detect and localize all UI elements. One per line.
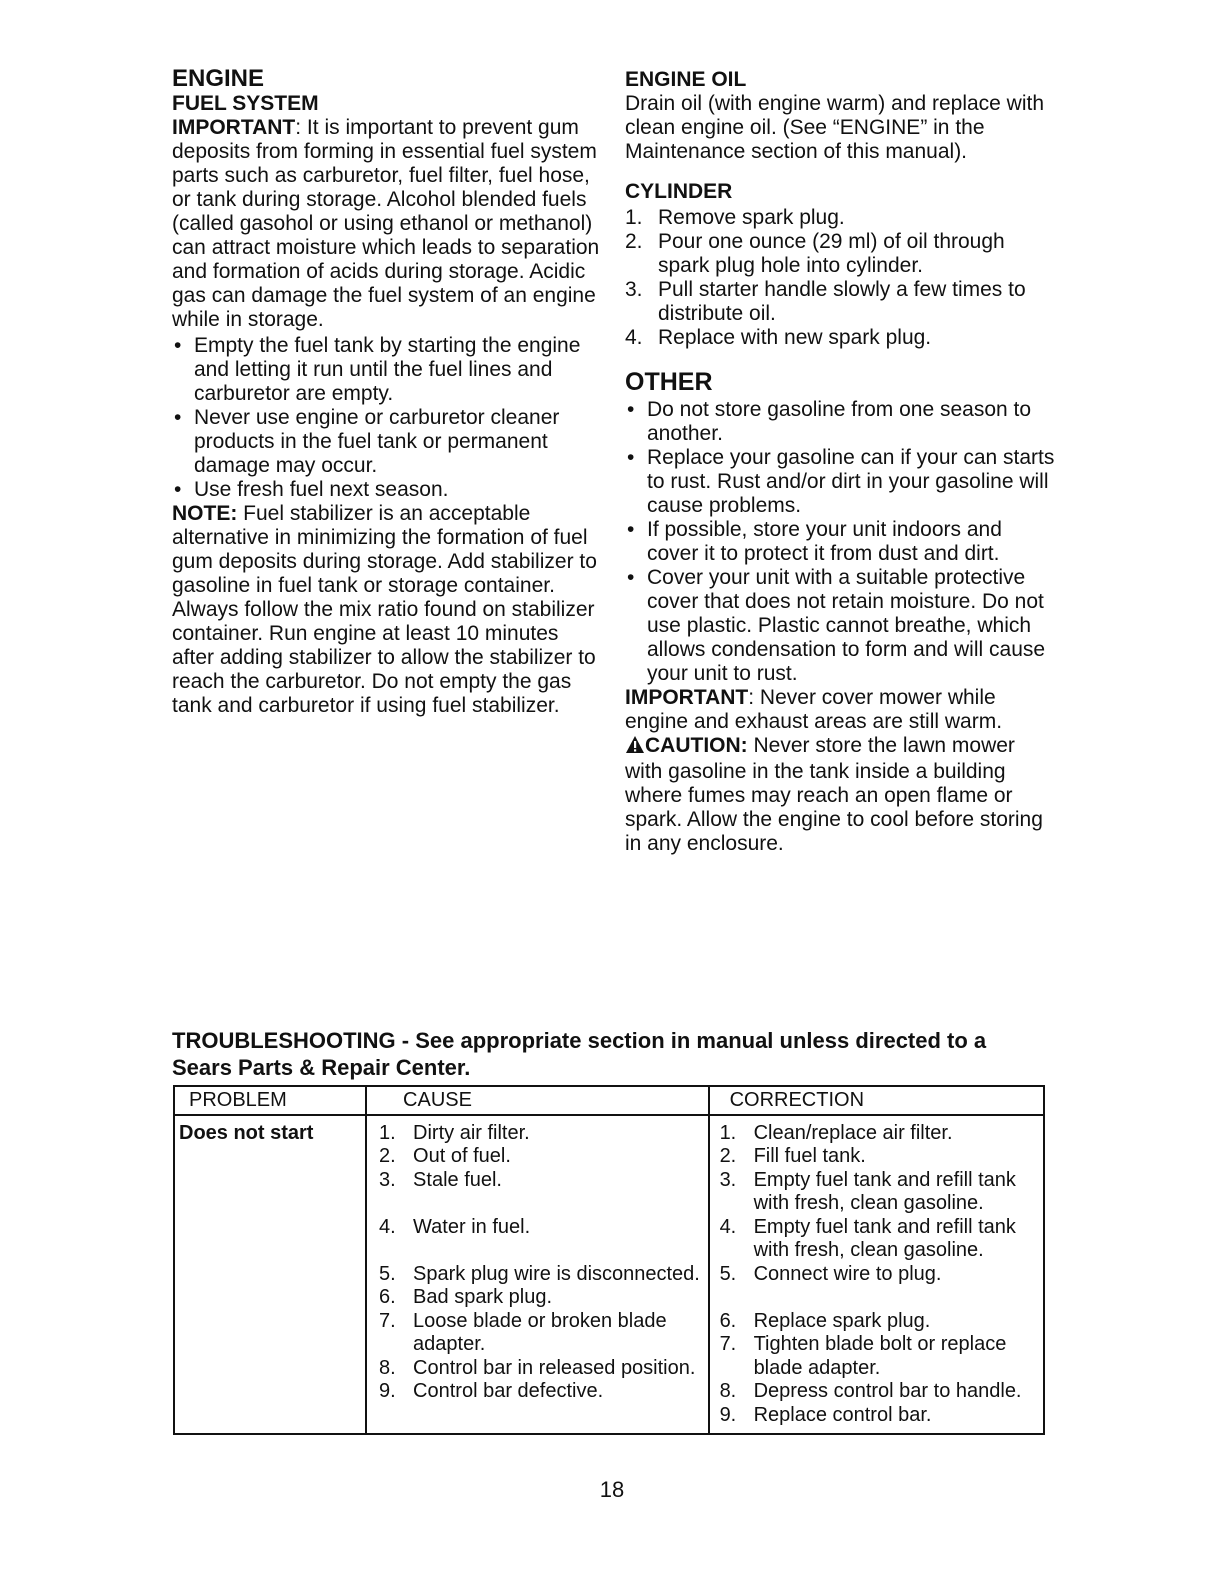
list-item: 1. Dirty air filter.	[379, 1121, 530, 1144]
cylinder-heading: CYLINDER	[625, 180, 733, 203]
fuel-system-heading: FUEL SYSTEM	[172, 92, 319, 115]
bullet-icon: •	[174, 406, 182, 429]
caution-text: Never store the lawn mower with gasoline in the tank inside a building where fumes may reach an open flame or spark. Allow the engine to cool before storing in any enclosure.	[625, 734, 1043, 855]
engine-oil-heading: ENGINE OIL	[625, 68, 747, 91]
other-heading: OTHER	[625, 368, 713, 396]
bullet-icon: •	[627, 398, 635, 421]
list-item: 6. Bad spark plug.	[379, 1286, 553, 1308]
correction-cell	[709, 1115, 1044, 1435]
list-item: • Never use engine or carburetor cleaner products in the fuel tank or permanent damage may occur.	[174, 406, 560, 477]
list-item: 3. Pull starter handle slowly a few times to distribute oil.	[625, 278, 1026, 325]
list-item: 5. Connect wire to plug.	[719, 1262, 942, 1285]
column-header-problem: PROBLEM	[174, 1086, 366, 1115]
engine-heading: ENGINE	[172, 65, 265, 92]
bullet-icon: •	[627, 518, 635, 541]
fuel-stabilizer-note	[172, 502, 602, 718]
bullet-icon: •	[627, 446, 635, 469]
troubleshooting-title: TROUBLESHOOTING - See appropriate section in manual unless directed to a Sears Parts & Repair Center.	[172, 1028, 987, 1080]
fuel-system-bullets	[172, 334, 602, 502]
list-item: 4. Water in fuel.	[379, 1215, 531, 1238]
cause-list	[379, 1122, 708, 1404]
caution-label: CAUTION:	[645, 734, 748, 757]
table-row	[174, 1115, 1044, 1435]
troubleshooting-table	[173, 1085, 1045, 1435]
list-item: • Empty the fuel tank by starting the engine and letting it run until the fuel lines and carburetor are empty.	[174, 334, 581, 405]
fuel-system-important	[172, 116, 602, 332]
list-item: 7. Tighten blade bolt or replace blade adapter.	[719, 1333, 1007, 1379]
engine-oil-text: Drain oil (with engine warm) and replace with clean engine oil. (See “ENGINE” in the Maintenance section of this manual).	[625, 92, 1045, 163]
list-item: 8. Control bar in released position.	[379, 1356, 696, 1379]
column-header-correction: CORRECTION	[709, 1086, 1044, 1115]
important-label: IMPORTANT	[172, 116, 296, 139]
list-item: 7. Loose blade or broken blade adapter.	[379, 1309, 667, 1355]
list-item: • If possible, store your unit indoors and cover it to protect it from dust and dirt.	[627, 518, 1002, 565]
cylinder-steps	[625, 206, 1055, 350]
right-column	[625, 66, 1055, 856]
list-item: • Do not store gasoline from one season to another.	[627, 398, 1032, 445]
caution-notice	[625, 734, 1055, 856]
problem-cell: Does not start	[174, 1115, 366, 1435]
list-item: 5. Spark plug wire is disconnected.	[379, 1262, 700, 1285]
other-important	[625, 686, 1055, 734]
bullet-icon: •	[174, 478, 182, 501]
important-label: IMPORTANT	[625, 686, 749, 709]
list-item: 9. Replace control bar.	[719, 1403, 932, 1426]
list-item: 8. Depress control bar to handle.	[719, 1380, 1022, 1402]
column-header-cause: CAUSE	[366, 1086, 709, 1115]
page-number: 18	[599, 1477, 625, 1502]
list-item: • Cover your unit with a suitable protective cover that does not retain moisture. Do not use plastic. Plastic cannot breathe, which allows condensation to form and will cause your unit to rust.	[627, 566, 1046, 685]
important-text: : It is important to prevent gum deposits from forming in essential fuel system parts such as carburetor, fuel filter, fuel hose, or tank during storage. Alcohol blended fuels (called gasohol or using ethanol or methanol) can attract moisture which leads to separation and formation of acids during storage. Acidic gas can damage the fuel system of an engine while in storage.	[172, 116, 600, 331]
bullet-icon: •	[174, 334, 182, 357]
warning-triangle-icon	[625, 735, 645, 760]
list-item: 2. Out of fuel.	[379, 1145, 511, 1167]
list-item: 4. Empty fuel tank and refill tank with fresh, clean gasoline.	[719, 1215, 1016, 1261]
list-item: 1. Clean/replace air filter.	[719, 1121, 953, 1144]
note-text: Fuel stabilizer is an acceptable alternative in minimizing the formation of fuel gum deposits during storage. Add stabilizer to gasoline in fuel tank or storage container. Always follow the mix ratio found on stabilizer container. Run engine at least 10 minutes after adding stabilizer to allow the stabilizer to reach the carburetor. Do not empty the gas tank and carburetor if using fuel stabilizer.	[172, 502, 597, 717]
list-item: 2. Pour one ounce (29 ml) of oil through spark plug hole into cylinder.	[625, 230, 1005, 277]
important-text: : Never cover mower while engine and exhaust areas are still warm.	[625, 686, 1003, 733]
list-item: 6. Replace spark plug.	[719, 1309, 931, 1332]
other-bullets	[625, 398, 1055, 686]
correction-list	[720, 1122, 1043, 1428]
list-item: 3. Empty fuel tank and refill tank with fresh, clean gasoline.	[719, 1168, 1016, 1214]
list-item: • Replace your gasoline can if your can starts to rust. Rust and/or dirt in your gasoline will cause problems.	[627, 446, 1055, 517]
list-item: • Use fresh fuel next season.	[174, 478, 449, 501]
list-item: 2. Fill fuel tank.	[719, 1145, 866, 1167]
list-item: 9. Control bar defective.	[379, 1380, 604, 1402]
table-header-row	[174, 1086, 1044, 1115]
list-item: 3. Stale fuel.	[379, 1168, 502, 1191]
cause-cell	[366, 1115, 709, 1435]
left-column	[172, 66, 602, 718]
list-item: 1. Remove spark plug.	[625, 206, 845, 229]
bullet-icon: •	[627, 566, 635, 589]
note-label: NOTE:	[172, 502, 238, 525]
list-item: 4. Replace with new spark plug.	[625, 326, 932, 349]
